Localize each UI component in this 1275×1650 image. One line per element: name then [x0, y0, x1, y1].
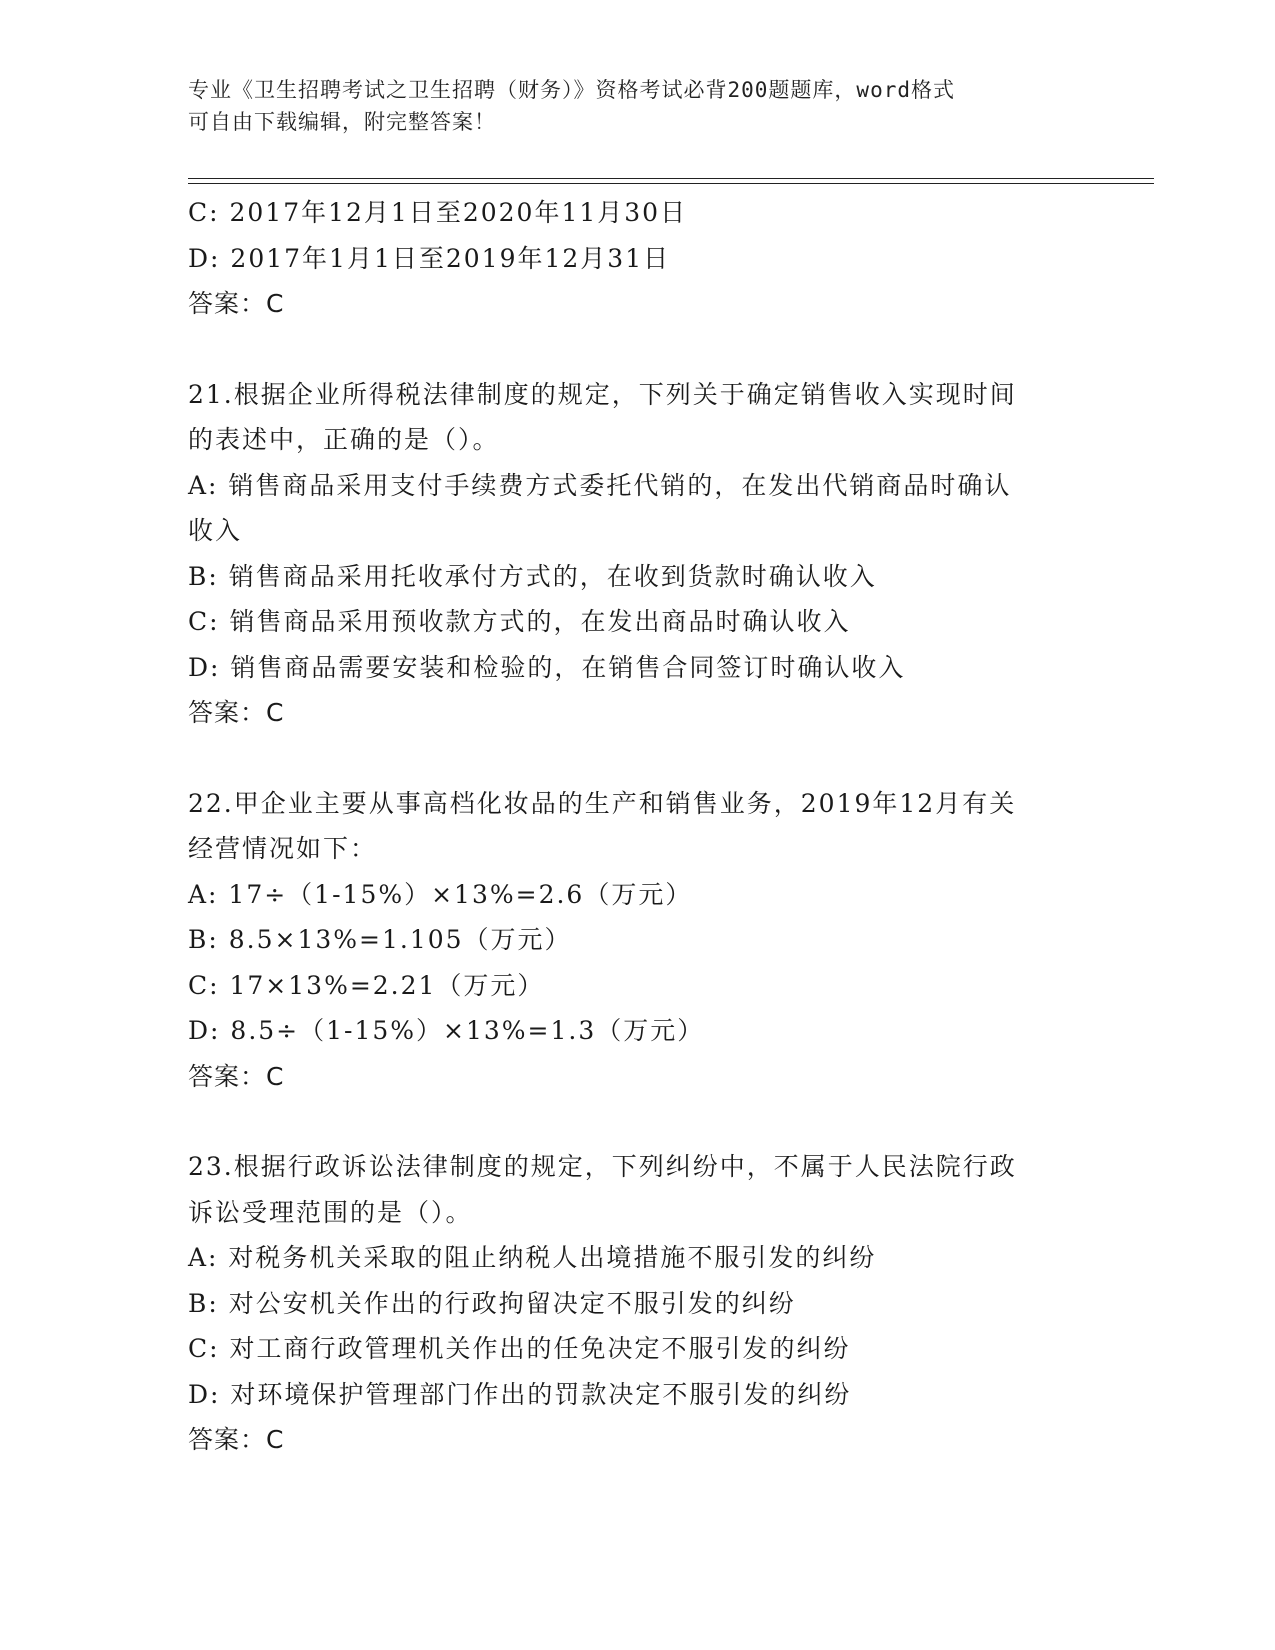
question-stem: 22.甲企业主要从事高档化妆品的生产和销售业务，2019年12月有关 — [188, 788, 1017, 818]
option-d: D: 2017年1月1日至2019年12月31日 — [188, 243, 671, 273]
option-a: A: 销售商品采用支付手续费方式委托代销的，在发出代销商品时确认 — [188, 470, 1012, 500]
spacer — [188, 327, 1088, 372]
header-line-1: 专业《卫生招聘考试之卫生招聘（财务）》资格考试必背200题题库，word格式 — [188, 78, 955, 102]
answer: 答案：C — [188, 1425, 285, 1454]
option-b: B: 销售商品采用托收承付方式的，在收到货款时确认收入 — [188, 561, 877, 591]
question-stem: 23.根据行政诉讼法律制度的规定，下列纠纷中，不属于人民法院行政 — [188, 1152, 1017, 1181]
option-c: C: 对工商行政管理机关作出的任免决定不服引发的纠纷 — [188, 1334, 851, 1363]
question-stem: 经营情况如下： — [188, 834, 378, 863]
document-header — [188, 74, 1068, 138]
header-divider-bottom — [188, 183, 1154, 184]
question-list — [188, 190, 1088, 1463]
question-22 — [188, 781, 1088, 1100]
spacer — [188, 736, 1088, 781]
option-d: D: 销售商品需要安装和检验的，在销售合同签订时确认收入 — [188, 652, 906, 682]
answer: 答案：C — [188, 289, 285, 318]
option-c: C: 销售商品采用预收款方式的，在发出商品时确认收入 — [188, 607, 851, 636]
option-b: B: 8.5×13%=1.105（万元） — [188, 925, 572, 954]
option-c: C: 2017年12月1日至2020年11月30日 — [188, 198, 688, 227]
question-continued — [188, 190, 1088, 327]
spacer — [188, 1099, 1088, 1144]
answer: 答案：C — [188, 698, 285, 727]
question-stem: 诉讼受理范围的是（）。 — [188, 1197, 473, 1227]
question-stem: 的表述中，正确的是（）。 — [188, 425, 500, 454]
option-c: C: 17×13%=2.21（万元） — [188, 970, 545, 1000]
header-divider-top — [188, 178, 1154, 179]
option-b: B: 对公安机关作出的行政拘留决定不服引发的纠纷 — [188, 1288, 796, 1318]
answer: 答案：C — [188, 1061, 285, 1091]
option-a-continued: 收入 — [188, 516, 243, 545]
question-23 — [188, 1144, 1088, 1463]
option-a: A: 17÷（1-15%）×13%=2.6（万元） — [188, 879, 693, 909]
question-21 — [188, 372, 1088, 736]
question-stem: 21.根据企业所得税法律制度的规定，下列关于确定销售收入实现时间 — [188, 379, 1017, 409]
option-d: D: 对环境保护管理部门作出的罚款决定不服引发的纠纷 — [188, 1379, 852, 1409]
option-a: A: 对税务机关采取的阻止纳税人出境措施不服引发的纠纷 — [188, 1243, 877, 1272]
option-d: D: 8.5÷（1-15%）×13%=1.3（万元） — [188, 1016, 705, 1045]
header-line-2: 可自由下载编辑，附完整答案！ — [188, 110, 496, 134]
